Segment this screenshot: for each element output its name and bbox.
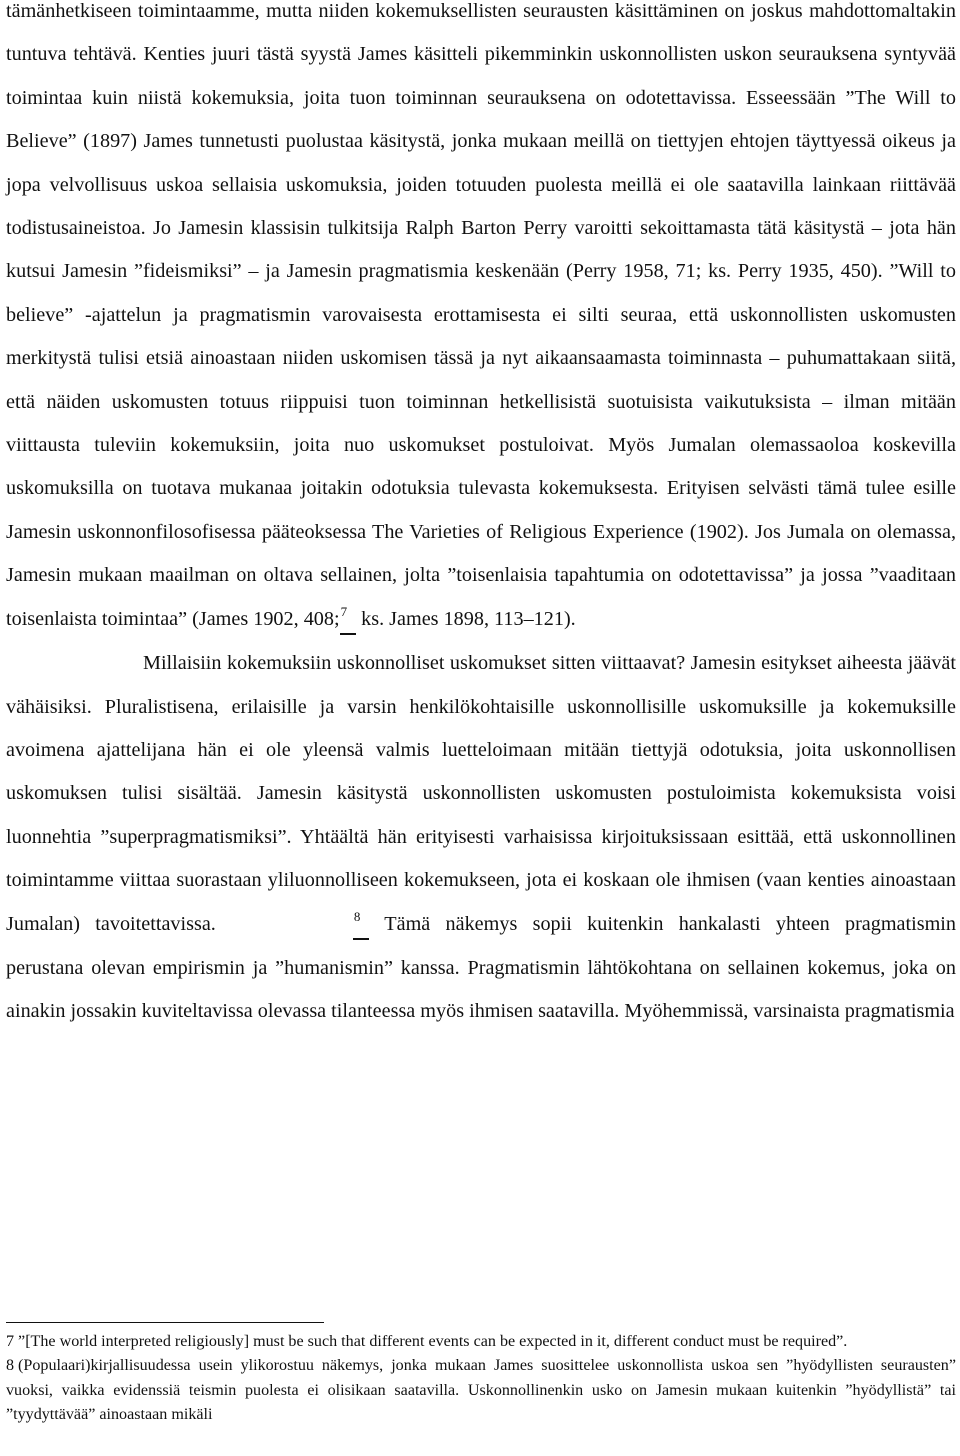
- footnote-text: ”[The world interpreted religiously] must be such that different events can be expected in it, different conduct must be required”.: [18, 1333, 848, 1350]
- paragraph-1-text: tämänhetkiseen toimintaamme, mutta niiden kokemuksellisten seurausten käsittäminen on joskus mahdottomaltakin tuntuva tehtävä. Kenties juuri tästä syystä James käsitteli pikemminkin uskonnollisten uskon seurauksena syntyvää toimintaa kuin niistä kokemuksia, joita tuon toiminnan seurauksena on odotettavissa. Esseessään ”The Will to Believe” (1897) James tunnetusti puolustaa käsitystä, jonka mukaan meillä on tiettyjen ehtojen täyttyessä oikeus ja jopa velvollisuus uskoa sellaisia uskomuksia, joiden totuuden puolesta meillä ei ole saatavilla lainkaan riittävää todistusaineistoa. Jo Jamesin klassisin tulkitsija Ralph Barton Perry varoitti sekoittamasta tätä käsitystä – jota hän kutsui Jamesin ”fideismiksi” – ja Jamesin pragmatismia keskenään (Perry 1958, 71; ks. Perry 1935, 450). ”Will to believe” -ajattelun ja pragmatismin varovaisesta erottamisesta ei silti seuraa, että uskonnollisten uskomusten merkitystä tulisi etsiä ainoastaan niiden uskomisen tässä ja nyt aikaansaamasta toiminnasta – puhumattakaan siitä, että näiden uskomusten totuus riippuisi tuon toiminnan hetkellisistä suotuisista vaikutuksista – ilman mitään viittausta tuleviin kokemuksiin, joita nuo uskomukset postuloivat. Myös Jumalan olemassaoloa koskevilla uskomuksilla on tuotava mukanaa joitakin odotuksia tulevasta kokemuksesta. Erityisen selvästi tämä tulee esille Jamesin uskonnonfilosofisessa pääteoksessa The Varieties of Religious Experience (1902). Jos Jumala on olemassa, Jamesin mukaan maailman on oltava sellainen, jolta ”toisenlaisia tapahtumia on odotettavissa” ja jossa ”vaaditaan toisenlaista toimintaa” (James 1902, 408;: [6, 0, 956, 630]
- footnote-text: (Populaari)kirjallisuudessa usein ylikorostuu näkemys, jonka mukaan James suosittelee uskonnollista uskoa sen ”hyödyllisten seurausten” vuoksi, vaikka evidenssiä teismin puolesta ei olisikaan saatavilla. Uskonnollinenkin usko on Jamesin mukaan kuitenkin ”hyödyllistä” tai ”tyydyttävää” ainoastaan mikäli: [6, 1357, 956, 1423]
- footnote-number: 8: [6, 1357, 15, 1375]
- footnote-separator: [6, 1322, 324, 1323]
- footnote-reference-8[interactable]: 8: [353, 908, 361, 924]
- paragraph-2-text-end: Tämä näkemys sopii kuitenkin hankalasti yhteen pragmatismin perustana olevan empirismin ja ”humanismin” kanssa. Pragmatismin lähtökohtana on sellainen kokemus, joka on ainakin jossakin kuviteltavissa olevassa tilanteessa myös ihmisen saatavilla. Myöhemmissä, varsinaista pragmatismia: [6, 912, 956, 1023]
- footnotes: [6, 1330, 956, 1427]
- footnote-7: [6, 1330, 956, 1354]
- paragraph-2-text: Millaisiin kokemuksiin uskonnolliset uskomukset sitten viittaavat? Jamesin esitykset aiheesta jäävät vähäisiksi. Pluralistisena, erilaisille ja varsin henkilökohtaisille uskonnollisille uskomuksille ja kokemuksille avoimena ajattelijana hän ei ole yleensä valmis luetteloimaan mitään tiettyjä odotuksia, joita uskonnollisen uskomuksen tulisi sisältää. Jamesin käsitystä uskonnollisten uskomusten postuloimista kokemuksista voisi luonnehtia ”superpragmatismiksi”. Yhtäältä hän erityisesti varhaisissa kirjoituksissaan esittää, että uskonnollinen toimintamme viittaa suorastaan yliluonnolliseen kokemukseen, jota ei koskaan ole ihmisen (vaan kenties ainoastaan Jumalan) tavoitettavissa.: [6, 652, 956, 935]
- footnote-8: [6, 1354, 956, 1427]
- document-page: [6, 0, 956, 1034]
- footnote-number: 7: [6, 1333, 15, 1350]
- footnote-reference-7[interactable]: 7: [340, 603, 348, 619]
- body-paragraph-1: [6, 0, 956, 642]
- paragraph-1-text-end: ks. James 1898, 113–121).: [361, 607, 576, 630]
- body-paragraph-2: [6, 642, 956, 1034]
